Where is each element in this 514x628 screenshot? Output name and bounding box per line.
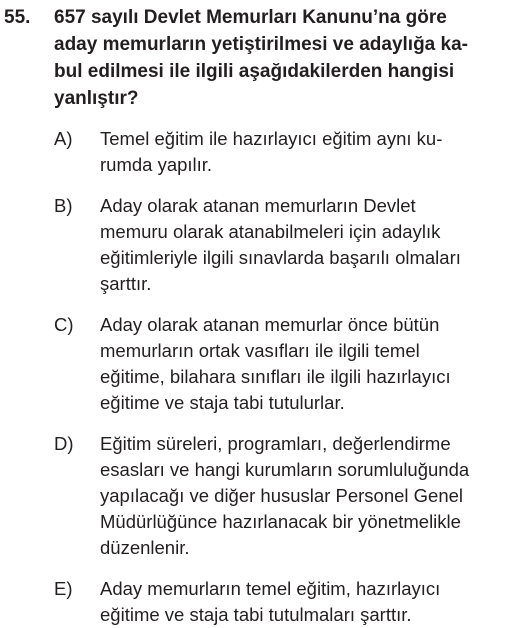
question-stem-line: bul edilmesi ile ilgili aşağıdakilerden hangisi — [54, 61, 455, 82]
option-text — [100, 193, 504, 297]
option-line: eğitimleriyle ilgili sınavlarda başarılı olmaları — [100, 247, 461, 268]
option-line: Aday olarak atanan memurların Devlet — [100, 195, 416, 216]
option-line: memuru olarak atanabilmeleri için adaylık — [100, 221, 441, 242]
option-line: memurların ortak vasıfları ile ilgili temel — [100, 340, 420, 361]
question-stem-line: 657 sayılı Devlet Memurları Kanunu’na göre — [54, 7, 447, 28]
option-line: Eğitim süreleri, programları, değerlendirme — [100, 433, 451, 454]
option-d — [54, 431, 504, 561]
option-line: Temel eğitim ile hazırlayıcı eğitim aynı ku- — [100, 128, 443, 149]
option-line: rumda yapılır. — [100, 154, 213, 175]
option-line: Aday memurların temel eğitim, hazırlayıcı — [100, 578, 441, 599]
option-line: esasları ve hangi kurumların sorumluluğunda — [100, 459, 470, 480]
option-e — [54, 576, 504, 628]
option-line: eğitime, bilahara sınıfları ile ilgili hazırlayıcı — [100, 366, 451, 387]
option-letter: D) — [54, 433, 74, 454]
option-letter: E) — [54, 578, 73, 599]
question-55 — [4, 4, 504, 112]
option-a — [54, 126, 504, 178]
answer-options — [4, 126, 504, 628]
question-stem-line: yanlıştır? — [54, 88, 139, 109]
option-text — [100, 126, 504, 178]
option-b — [54, 193, 504, 297]
question-stem — [54, 4, 504, 112]
option-line: eğitime ve staja tabi tutulurlar. — [100, 392, 345, 413]
question-number: 55. — [4, 7, 31, 28]
option-line: yapılacağı ve diğer hususlar Personel Genel — [100, 485, 464, 506]
option-line: şarttır. — [100, 273, 152, 294]
option-text — [100, 431, 504, 561]
option-text — [100, 312, 504, 416]
option-c — [54, 312, 504, 416]
option-line: düzenlenir. — [100, 537, 190, 558]
option-letter: B) — [54, 195, 73, 216]
option-line: Aday olarak atanan memurlar önce bütün — [100, 314, 440, 335]
option-text — [100, 576, 504, 628]
option-line: eğitime ve staja tabi tutulmaları şarttır. — [100, 604, 412, 625]
option-letter: A) — [54, 128, 73, 149]
option-line: Müdürlüğünce hazırlanacak bir yönetmelikle — [100, 511, 461, 532]
option-letter: C) — [54, 314, 74, 335]
question-stem-line: aday memurların yetiştirilmesi ve adaylığa ka- — [54, 34, 468, 55]
